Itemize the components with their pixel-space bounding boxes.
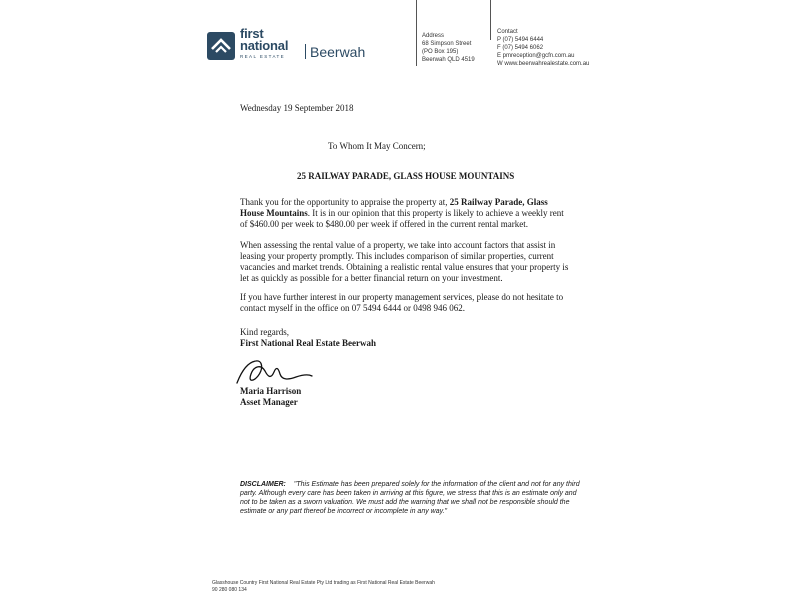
paragraph-3: If you have further interest in our property management services, please do not hesitate to contact myself in the office on 07 5494 6444 or 0498 946 062. bbox=[240, 292, 564, 313]
letter-date: Wednesday 19 September 2018 bbox=[240, 103, 354, 113]
salutation: To Whom It May Concern; bbox=[328, 141, 426, 151]
brand-tagline: REAL ESTATE bbox=[240, 54, 286, 59]
subject-line: 25 RAILWAY PARADE, GLASS HOUSE MOUNTAINS bbox=[297, 171, 515, 181]
signer-title: Asset Manager bbox=[240, 397, 298, 407]
disclaimer-label: DISCLAIMER: bbox=[240, 481, 286, 488]
footer bbox=[212, 580, 435, 594]
property-address: 25 Railway Parade, Glass House Mountains bbox=[240, 197, 548, 218]
disclaimer-text: "This Estimate has been prepared solely for the information of the client and not for any third party. Although every care has been taken in arriving at this figure, we stress that this is an estimate only and not to be taken as a sworn valuation. We must add the warning that we shall not be responsible should the estimate or any part thereof be incorrect or incomplete in any way." bbox=[240, 481, 580, 515]
footer-abn: 90 280 080 134 bbox=[212, 587, 247, 593]
contact-email: E pmreception@gcfn.com.au bbox=[497, 53, 575, 59]
disclaimer bbox=[240, 480, 580, 516]
paragraph-1-prefix: Thank you for the opportunity to appraise the property at, bbox=[240, 197, 450, 207]
brand-name bbox=[240, 28, 288, 59]
footer-company: Glasshouse Country First National Real Estate Pty Ltd trading as First National Real Estate Beerwah bbox=[212, 580, 435, 586]
contact-label: Contact bbox=[497, 29, 518, 35]
first-national-logo-icon bbox=[207, 32, 235, 60]
brand-divider bbox=[305, 44, 306, 59]
signer-block bbox=[240, 386, 301, 408]
contact-website: W www.beerwahrealestate.com.au bbox=[497, 61, 590, 67]
paragraph-1 bbox=[240, 197, 570, 230]
paragraph-2: When assessing the rental value of a property, we take into account factors that assist in leasing your property promptly. This includes comparison of similar properties, current vacancies and market trends. Obtaining a realistic rental value ensures that your property is let as quickly as possible for a better financial return on your investment. bbox=[240, 240, 569, 283]
signer-name: Maria Harrison bbox=[240, 386, 302, 396]
firm-name: First National Real Estate Beerwah bbox=[240, 338, 376, 348]
header-divider-left bbox=[416, 0, 417, 66]
signature-icon bbox=[234, 352, 314, 386]
header-divider-right bbox=[490, 0, 491, 40]
brand-line-1: first bbox=[240, 26, 264, 41]
address-line: 68 Simpson Street bbox=[422, 41, 472, 47]
brand-line-2: national bbox=[240, 38, 289, 53]
closing-text: Kind regards, bbox=[240, 327, 289, 337]
contact-block bbox=[497, 28, 589, 68]
contact-phone: P (07) 5494 6444 bbox=[497, 37, 544, 43]
address-label: Address bbox=[422, 33, 445, 39]
address-block bbox=[422, 32, 475, 64]
office-name: Beerwah bbox=[310, 44, 366, 60]
paragraph-1-suffix: . It is in our opinion that this property is likely to achieve a weekly rent of $460.00 per week to $480.00 per week if offered in the current rental market. bbox=[240, 208, 564, 229]
closing-block bbox=[240, 327, 376, 349]
address-line: (PO Box 195) bbox=[422, 49, 459, 55]
address-line: Beerwah QLD 4519 bbox=[422, 57, 475, 63]
contact-fax: F (07) 5494 6062 bbox=[497, 45, 544, 51]
